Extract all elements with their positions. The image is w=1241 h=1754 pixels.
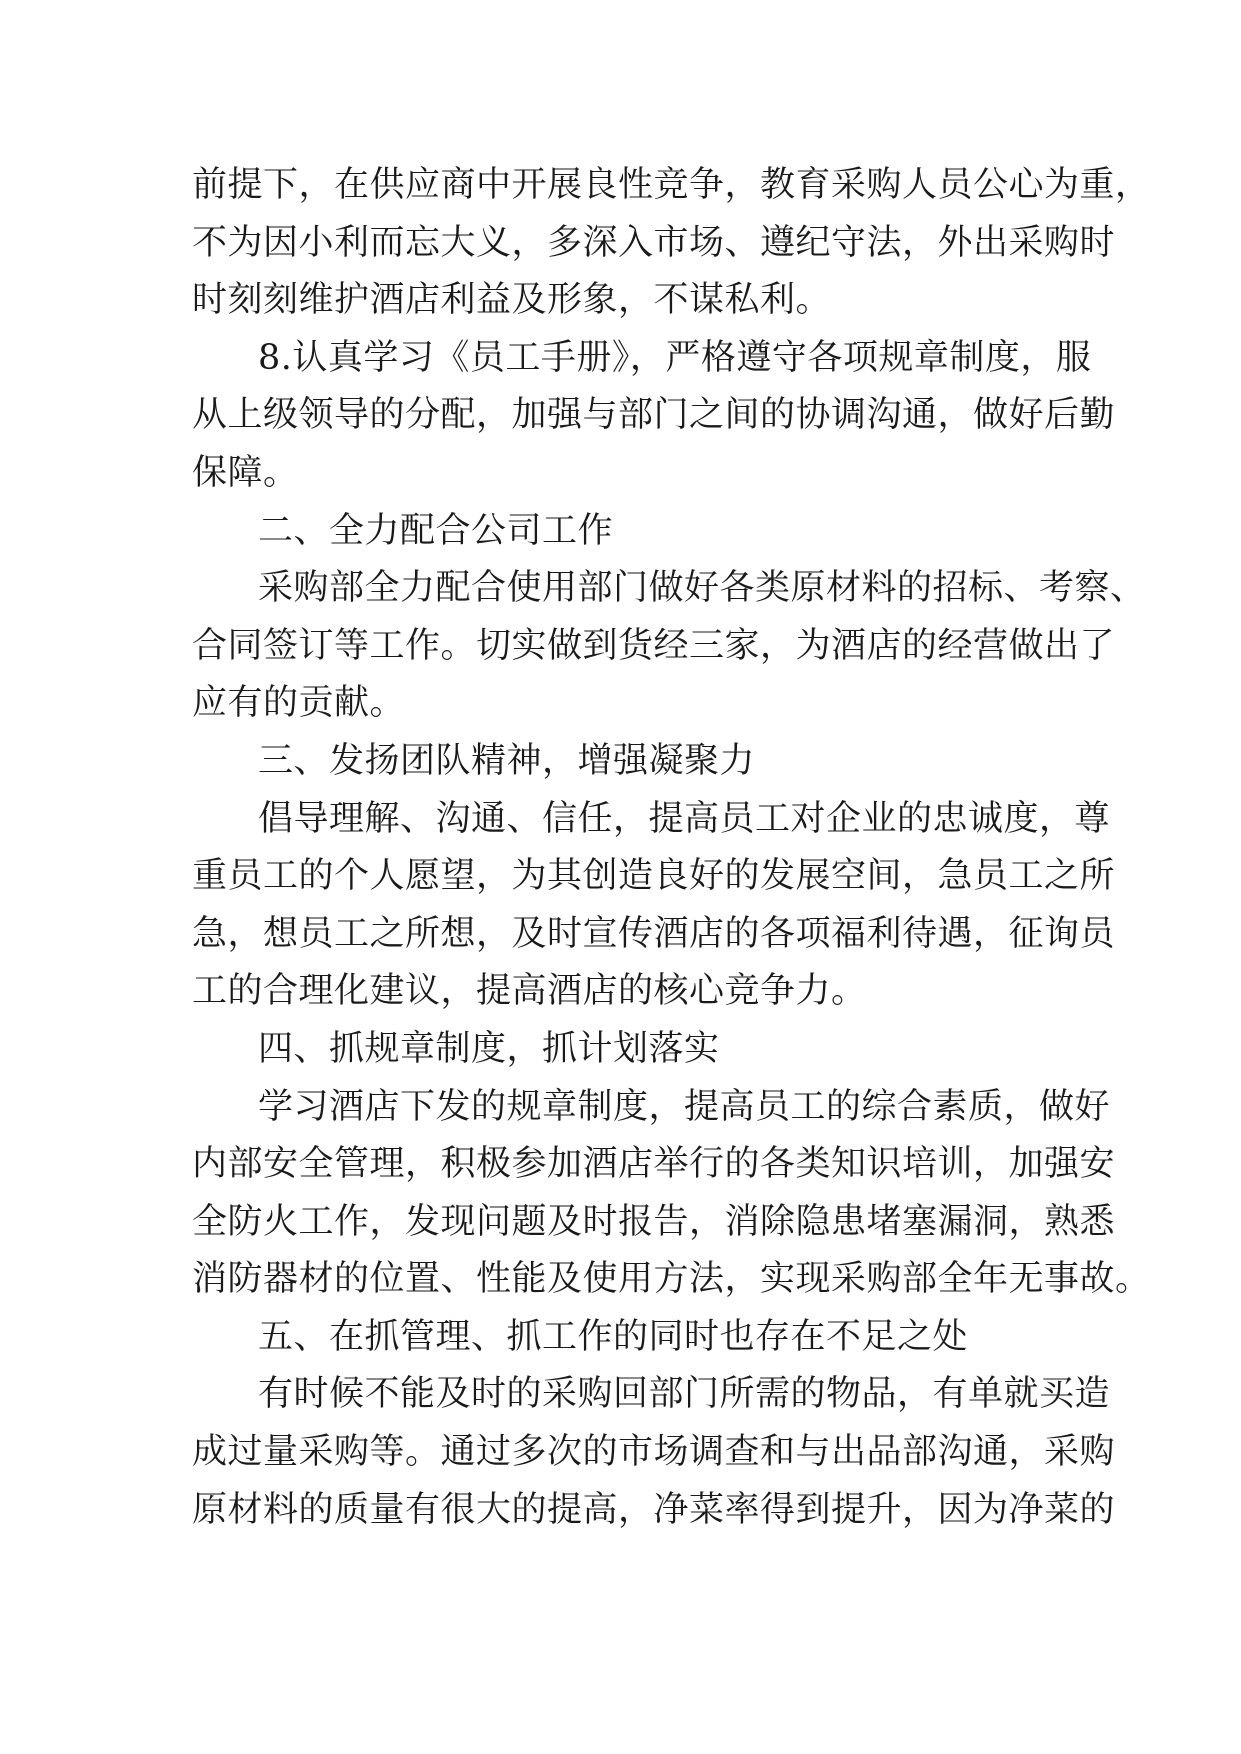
- text-line: 从上级领导的分配，加强与部门之间的协调沟通，做好后勤: [192, 395, 1116, 436]
- text-line: 采购部全力配合使用部门做好各类原材料的招标、考察、: [258, 568, 1146, 609]
- text-line: 合同签订等工作。切实做到货经三家，为酒店的经营做出了: [192, 625, 1116, 666]
- text-line: 内部安全管理，积极参加酒店举行的各类知识培训，加强安: [192, 1144, 1116, 1185]
- text-line: 前提下，在供应商中开展良性竞争，教育采购人员公心为重，: [192, 165, 1151, 205]
- text-line: 8.认真学习《员工手册》，严格遵守各项规章制度，服: [258, 337, 1092, 378]
- text-line: 倡导理解、沟通、信任，提高员工对企业的忠诚度，尊: [258, 798, 1111, 839]
- text-line: 原材料的质量有很大的提高，净菜率得到提升，因为净菜的: [192, 1489, 1116, 1530]
- text-line: 不为因小利而忘大义，多深入市场、遵纪守法，外出采购时: [192, 222, 1116, 263]
- text-line: 学习酒店下发的规章制度，提高员工的综合素质，做好: [258, 1086, 1111, 1127]
- text-line: 保障。: [192, 452, 299, 493]
- text-line: 四、抓规章制度，抓计划落实: [258, 1028, 720, 1069]
- text-line: 有时候不能及时的采购回部门所需的物品，有单就买造: [258, 1374, 1111, 1415]
- text-line: 全防火工作，发现问题及时报告，消除隐患堵塞漏洞，熟悉: [192, 1201, 1116, 1242]
- text-line: 成过量采购等。通过多次的市场调查和与出品部沟通，采购: [192, 1432, 1116, 1473]
- text-line: 工的合理化建议，提高酒店的核心竞争力。: [192, 971, 867, 1012]
- text-line: 三、发扬团队精神，增强凝聚力: [258, 740, 756, 781]
- text-line: 消防器材的位置、性能及使用方法，实现采购部全年无事故。: [192, 1259, 1151, 1300]
- text-line: 时刻刻维护酒店利益及形象，不谋私利。: [192, 280, 832, 321]
- text-line: 五、在抓管理、抓工作的同时也存在不足之处: [258, 1316, 969, 1357]
- text-line: 二、全力配合公司工作: [258, 510, 614, 551]
- document-body: [192, 157, 1151, 1539]
- text-line: 重员工的个人愿望，为其创造良好的发展空间，急员工之所: [192, 856, 1116, 897]
- text-line: 应有的贡献。: [192, 683, 406, 724]
- text-line: 急，想员工之所想，及时宣传酒店的各项福利待遇，征询员: [192, 913, 1116, 954]
